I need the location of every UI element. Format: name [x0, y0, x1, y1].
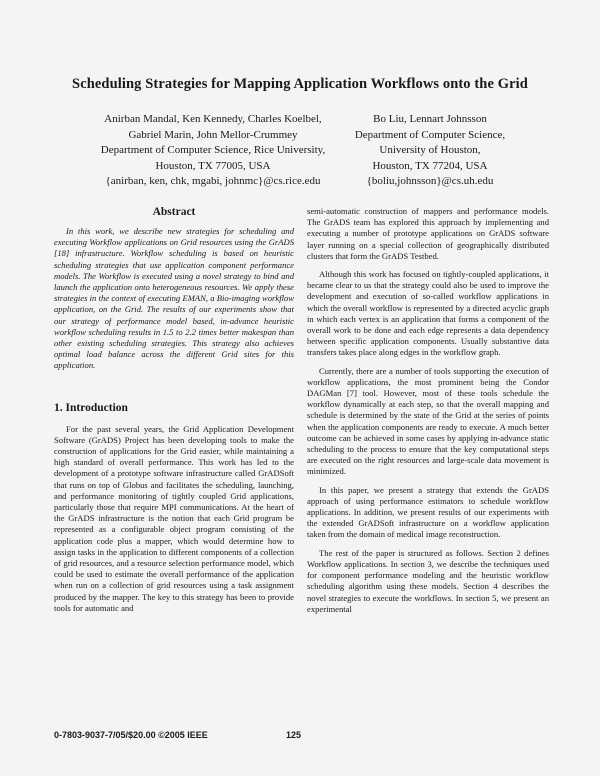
author-university: University of Houston, — [379, 144, 481, 156]
right-column — [307, 206, 549, 622]
author-block-houston — [330, 112, 530, 190]
paragraph: In this paper, we present a strategy that extends the GrADS approach of using performance estimators to schedule workflow applications. In addition, we present results of our experiments with the extended GrADSoft infrastructure on a workflow application taken from the domain of medical image reconstruction. — [307, 484, 549, 540]
author-address: Houston, TX 77005, USA — [155, 159, 271, 172]
author-names: Bo Liu, Lennart Johnsson — [373, 113, 487, 125]
author-block-rice — [78, 112, 348, 190]
author-names: Gabriel Marin, John Mellor-Crummey — [128, 128, 298, 141]
copyright-footer: 0-7803-9037-7/05/$20.00 ©2005 IEEE — [54, 730, 208, 740]
abstract-heading: Abstract — [152, 206, 196, 218]
left-column — [54, 206, 294, 620]
author-names: Anirban Mandal, Ken Kennedy, Charles Koelbel, — [104, 113, 322, 125]
paragraph: Although this work has focused on tightly-coupled applications, it became clear to us that the strategy could also be used to improve the development and execution of so-called workflow applications in which the overall workflow is represented by a directed acyclic graph in which each vertex is an application that forms a component of the overall work to be done and each edge represents a data dependency between specific application components. Usually substantive data transfers takes place along edges in the workflow graph. — [307, 269, 549, 358]
paragraph: The rest of the paper is structured as follows. Section 2 defines Workflow applications. In section 3, we describe the techniques used for component performance modeling and the heuristic workflow scheduling algorithm using these models. Section 4 describes the novel strategies to execute the workflows. In section 5, we present an experimental — [307, 547, 549, 614]
paper-title: Scheduling Strategies for Mapping Application Workflows onto the Grid — [72, 76, 528, 92]
introduction-paragraph: For the past several years, the Grid Application Development Software (GrADS) Project has been developing tools to make the construction of applications for the Grid easier, while maintaining a high standard of overall performance. This work has led to the development of a prototype software infrastructure called GrADSoft that runs on top of Globus and facilitates the scheduling, launching, and performance monitoring of tightly coupled Grid applications, particularly those that require MPI communications. At the heart of the GrADS infrastructure is the notion that each Grid program be represented as a configurable object program consisting of the application code plus a mapper, which would determine how to assign tasks in the application to different components of a collection of grid resources, and a resource selection performance model, which could be used to estimate the overall performance of the application when run on a collection of grid resources using a task assignment produced by the mapper. The key to this strategy has been to provide tools for automatic and — [54, 423, 294, 613]
author-affiliation: Department of Computer Science, Rice University, — [100, 144, 326, 156]
author-email: {anirban, ken, chk, mgabi, johnmc}@cs.rice.edu — [105, 175, 321, 187]
author-email: {boliu,johnsson}@cs.uh.edu — [366, 175, 494, 187]
introduction-heading: 1. Introduction — [54, 401, 128, 414]
paragraph: Currently, there are a number of tools supporting the execution of workflow applications, the most prominent being the Condor DAGMan [7] tool. However, most of these tools schedule the workflow dynamically at each step, so that the overall mapping and schedule is determined by the state of the Grid at the series of points when the application components are ready to execute. A much better outcome can be achieved in some cases by applying in-advance static scheduling to the process to ensure that the key computational steps are executed on the right resources and large-scale data movement is minimized. — [307, 365, 549, 477]
author-affiliation: Department of Computer Science, — [354, 128, 506, 141]
author-address: Houston, TX 77204, USA — [372, 159, 488, 172]
page-number: 125 — [286, 730, 302, 740]
abstract-text: In this work, we describe new strategies for scheduling and executing Workflow applications on Grid resources using the GrADS [18] infrastructure. Workflow scheduling is based on heuristic scheduling strategies that use application component performance models. The Workflow is executed using a novel strategy to bind and launch the application onto heterogeneous resources. We apply these strategies in the context of executing EMAN, a Bio-imaging workflow application, on the Grid. The results of our experiments show that our strategy of performance model based, in-advance heuristic workflow scheduling results in 1.5 to 2.2 times better makespan than other existing scheduling strategies. This strategy also achieves optimal load balance across the different Grid sites for this application. — [54, 226, 294, 371]
paragraph: semi-automatic construction of mappers and performance models. The GrADS team has explored this approach by implementing and executing a number of prototype applications on GrADS software layer running on a special collection of geographically distributed clusters that form the GrADS Testbed. — [307, 206, 549, 261]
